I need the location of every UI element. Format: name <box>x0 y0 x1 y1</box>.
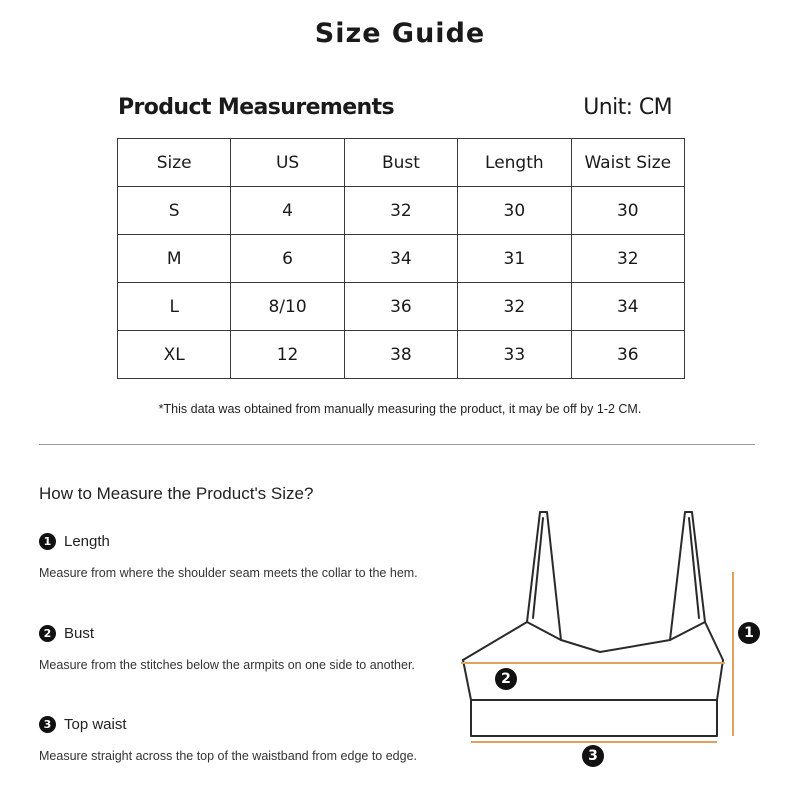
number-two-icon: 2 <box>39 625 56 642</box>
table-cell: 36 <box>571 331 684 379</box>
table-cell: 30 <box>571 187 684 235</box>
step-bust-title <box>39 625 94 642</box>
unit-label: Unit: CM <box>583 95 672 120</box>
table-cell: 33 <box>458 331 571 379</box>
table-cell: 38 <box>344 331 457 379</box>
table-cell: 30 <box>458 187 571 235</box>
section-title: Product Measurements <box>118 95 395 120</box>
bra-illustration <box>455 500 775 780</box>
table-cell: M <box>118 235 231 283</box>
header-us: US <box>231 139 344 187</box>
step-label: Length <box>64 533 110 550</box>
header-bust: Bust <box>344 139 457 187</box>
bra-neckline <box>463 622 723 660</box>
table-cell: 36 <box>344 283 457 331</box>
marker-three-icon: 3 <box>582 745 604 767</box>
step-top-waist-description: Measure straight across the top of the waistband from edge to edge. <box>39 749 417 763</box>
table-cell: 4 <box>231 187 344 235</box>
number-three-icon: 3 <box>39 716 56 733</box>
step-top-waist-title <box>39 716 127 733</box>
table-cell: 32 <box>571 235 684 283</box>
table-cell: S <box>118 187 231 235</box>
table-cell: 32 <box>344 187 457 235</box>
size-table <box>117 138 685 379</box>
table-cell: L <box>118 283 231 331</box>
header-size: Size <box>118 139 231 187</box>
table-header-row <box>118 139 685 187</box>
table-cell: 31 <box>458 235 571 283</box>
bra-measurement-diagram <box>455 500 775 780</box>
table-row <box>118 187 685 235</box>
table-cell: 12 <box>231 331 344 379</box>
page-title: Size Guide <box>314 18 486 49</box>
table-row <box>118 283 685 331</box>
table-cell: 8/10 <box>231 283 344 331</box>
table-cell: XL <box>118 331 231 379</box>
step-bust-description: Measure from the stitches below the armpits on one side to another. <box>39 658 415 672</box>
left-strap-outline <box>527 512 561 640</box>
step-length-description: Measure from where the shoulder seam meets the collar to the hem. <box>39 566 418 580</box>
step-length-title <box>39 533 110 550</box>
table-row <box>118 331 685 379</box>
marker-one-icon: 1 <box>738 622 760 644</box>
step-label: Bust <box>64 625 95 642</box>
table-cell: 32 <box>458 283 571 331</box>
how-to-title: How to Measure the Product's Size? <box>39 484 314 503</box>
number-one-icon: 1 <box>39 533 56 550</box>
table-cell: 6 <box>231 235 344 283</box>
right-strap-outline <box>670 512 705 640</box>
marker-two-icon: 2 <box>495 668 517 690</box>
measurement-note: *This data was obtained from manually measuring the product, it may be off by 1-2 CM. <box>158 402 642 416</box>
header-length: Length <box>458 139 571 187</box>
step-label: Top waist <box>64 716 127 733</box>
table-cell: 34 <box>571 283 684 331</box>
table-cell: 34 <box>344 235 457 283</box>
section-divider <box>39 444 755 445</box>
header-waist-size: Waist Size <box>571 139 684 187</box>
table-row <box>118 235 685 283</box>
